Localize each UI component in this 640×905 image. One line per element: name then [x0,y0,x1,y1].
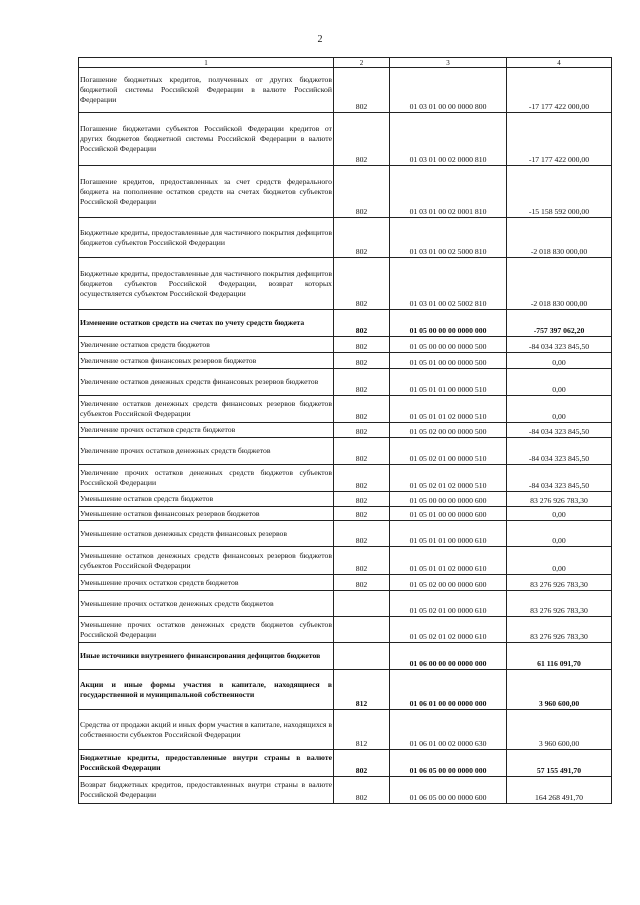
row-classification-code: 01 05 01 00 00 0000 600 [390,507,507,521]
table-row [79,507,612,521]
table-row [79,423,612,438]
row-admin-code: 812 [334,710,390,750]
row-amount: -2 018 830 000,00 [507,258,612,310]
row-description: Уменьшение остатков денежных средств финансовых резервов [79,521,334,547]
row-admin-code [334,643,390,670]
table-row [79,218,612,258]
row-admin-code: 802 [334,777,390,804]
row-classification-code: 01 06 01 00 00 0000 000 [390,670,507,710]
row-amount: 61 116 091,70 [507,643,612,670]
row-amount: -84 034 323 845,50 [507,423,612,438]
row-admin-code: 802 [334,396,390,423]
table-row [79,337,612,353]
table-row [79,258,612,310]
row-classification-code: 01 05 02 01 02 0000 510 [390,465,507,492]
table-row [79,113,612,166]
table-row [79,670,612,710]
table-row [79,575,612,591]
row-amount: 0,00 [507,547,612,575]
row-admin-code: 802 [334,68,390,113]
row-admin-code [334,617,390,643]
row-classification-code: 01 05 01 01 02 0000 510 [390,396,507,423]
row-description: Бюджетные кредиты, предоставленные внутри страны в валюте Российской Федерации [79,750,334,777]
row-classification-code: 01 05 00 00 00 0000 600 [390,492,507,507]
row-admin-code: 802 [334,310,390,337]
table-row [79,396,612,423]
table-row [79,369,612,396]
table-row [79,166,612,218]
row-description: Уменьшение остатков средств бюджетов [79,492,334,507]
table-row [79,68,612,113]
column-header-description: 1 [79,58,334,68]
table-row [79,438,612,465]
row-classification-code: 01 05 00 00 00 0000 500 [390,337,507,353]
table-row [79,310,612,337]
table-row [79,353,612,369]
row-description: Увеличение остатков денежных средств финансовых резервов бюджетов субъектов Российской Федерации [79,396,334,423]
row-classification-code: 01 05 01 01 00 0000 510 [390,369,507,396]
row-admin-code: 802 [334,575,390,591]
row-admin-code: 802 [334,369,390,396]
row-amount: -17 177 422 000,00 [507,68,612,113]
row-admin-code: 802 [334,521,390,547]
row-amount: 3 960 600,00 [507,670,612,710]
row-classification-code: 01 06 01 00 02 0000 630 [390,710,507,750]
row-classification-code: 01 06 05 00 00 0000 600 [390,777,507,804]
row-description: Уменьшение прочих остатков средств бюджетов [79,575,334,591]
column-header-amount: 4 [507,58,612,68]
row-classification-code: 01 05 02 00 00 0000 500 [390,423,507,438]
row-description: Уменьшение прочих остатков денежных средств бюджетов субъектов Российской Федерации [79,617,334,643]
row-admin-code: 802 [334,750,390,777]
table-row [79,777,612,804]
row-admin-code: 802 [334,465,390,492]
table-row [79,750,612,777]
row-admin-code: 802 [334,423,390,438]
table-row [79,710,612,750]
row-amount: 3 960 600,00 [507,710,612,750]
table-row [79,492,612,507]
row-description: Увеличение остатков финансовых резервов бюджетов [79,353,334,369]
row-classification-code: 01 05 02 01 00 0000 610 [390,591,507,617]
row-classification-code: 01 03 01 00 02 0001 810 [390,166,507,218]
row-amount: 0,00 [507,521,612,547]
row-amount: 83 276 926 783,30 [507,617,612,643]
row-admin-code: 802 [334,258,390,310]
row-description: Погашение бюджетных кредитов, полученных от других бюджетов бюджетной системы Российской Федерации в валюте Российской Федерации [79,68,334,113]
table-row [79,465,612,492]
row-admin-code: 802 [334,492,390,507]
row-admin-code: 802 [334,438,390,465]
row-admin-code: 812 [334,670,390,710]
row-amount: 83 276 926 783,30 [507,492,612,507]
row-classification-code: 01 05 01 01 02 0000 610 [390,547,507,575]
row-description: Уменьшение остатков денежных средств финансовых резервов бюджетов субъектов Российской Федерации [79,547,334,575]
row-description: Увеличение прочих остатков денежных средств бюджетов субъектов Российской Федерации [79,465,334,492]
table-row [79,643,612,670]
row-description: Увеличение остатков денежных средств финансовых резервов бюджетов [79,369,334,396]
row-classification-code: 01 05 00 00 00 0000 000 [390,310,507,337]
row-amount: 0,00 [507,369,612,396]
column-header-classification: 3 [390,58,507,68]
row-amount: -84 034 323 845,50 [507,337,612,353]
row-classification-code: 01 06 05 00 00 0000 000 [390,750,507,777]
table-row [79,521,612,547]
column-header-code: 2 [334,58,390,68]
page-number: 2 [317,34,323,45]
row-classification-code: 01 03 01 00 02 5002 810 [390,258,507,310]
row-admin-code: 802 [334,353,390,369]
row-amount: 0,00 [507,507,612,521]
row-description: Увеличение прочих остатков денежных средств бюджетов [79,438,334,465]
row-classification-code: 01 05 01 01 00 0000 610 [390,521,507,547]
row-admin-code: 802 [334,218,390,258]
table-row [79,547,612,575]
row-description: Уменьшение прочих остатков денежных средств бюджетов [79,591,334,617]
table-row [79,591,612,617]
row-classification-code: 01 03 01 00 02 0000 810 [390,113,507,166]
row-admin-code: 802 [334,337,390,353]
row-classification-code: 01 05 01 00 00 0000 500 [390,353,507,369]
row-description: Погашение бюджетами субъектов Российской Федерации кредитов от других бюджетов бюджетной системы Российской Федерации в валюте Российской Федерации [79,113,334,166]
row-admin-code [334,591,390,617]
row-description: Погашение кредитов, предоставленных за счет средств федерального бюджета на пополнение остатков средств на счетах бюджетов субъектов Российской Федерации [79,166,334,218]
table-header-row [79,58,612,68]
row-amount: 83 276 926 783,30 [507,591,612,617]
row-description: Увеличение прочих остатков средств бюджетов [79,423,334,438]
row-amount: 0,00 [507,396,612,423]
row-classification-code: 01 06 00 00 00 0000 000 [390,643,507,670]
budget-sources-table [78,57,612,804]
row-classification-code: 01 03 01 00 02 5000 810 [390,218,507,258]
row-amount: -84 034 323 845,50 [507,438,612,465]
table-body [79,68,612,804]
row-classification-code: 01 05 02 01 02 0000 610 [390,617,507,643]
table-row [79,617,612,643]
row-description: Изменение остатков средств на счетах по учету средств бюджета [79,310,334,337]
row-classification-code: 01 03 01 00 00 0000 800 [390,68,507,113]
row-classification-code: 01 05 02 01 00 0000 510 [390,438,507,465]
row-description: Увеличение остатков средств бюджетов [79,337,334,353]
row-description: Средства от продажи акций и иных форм участия в капитале, находящихся в собственности субъектов Российской Федерации [79,710,334,750]
row-admin-code: 802 [334,113,390,166]
row-description: Уменьшение остатков финансовых резервов бюджетов [79,507,334,521]
row-amount: -15 158 592 000,00 [507,166,612,218]
row-amount: 83 276 926 783,30 [507,575,612,591]
row-description: Иные источники внутреннего финансирования дефицитов бюджетов [79,643,334,670]
row-description: Бюджетные кредиты, предоставленные для частичного покрытия дефицитов бюджетов субъектов Российской Федерации, возврат которых осуществляется субъектом Российской Федерации [79,258,334,310]
row-admin-code: 802 [334,166,390,218]
row-amount: 164 268 491,70 [507,777,612,804]
row-classification-code: 01 05 02 00 00 0000 600 [390,575,507,591]
row-amount: 57 155 491,70 [507,750,612,777]
row-admin-code: 802 [334,547,390,575]
row-admin-code: 802 [334,507,390,521]
row-amount: 0,00 [507,353,612,369]
row-description: Возврат бюджетных кредитов, предоставленных внутри страны в валюте Российской Федерации [79,777,334,804]
row-amount: -17 177 422 000,00 [507,113,612,166]
row-description: Акции и иные формы участия в капитале, находящиеся в государственной и муниципальной собственности [79,670,334,710]
row-amount: -84 034 323 845,50 [507,465,612,492]
row-amount: -2 018 830 000,00 [507,218,612,258]
row-amount: -757 397 062,20 [507,310,612,337]
row-description: Бюджетные кредиты, предоставленные для частичного покрытия дефицитов бюджетов субъектов Российской Федерации [79,218,334,258]
